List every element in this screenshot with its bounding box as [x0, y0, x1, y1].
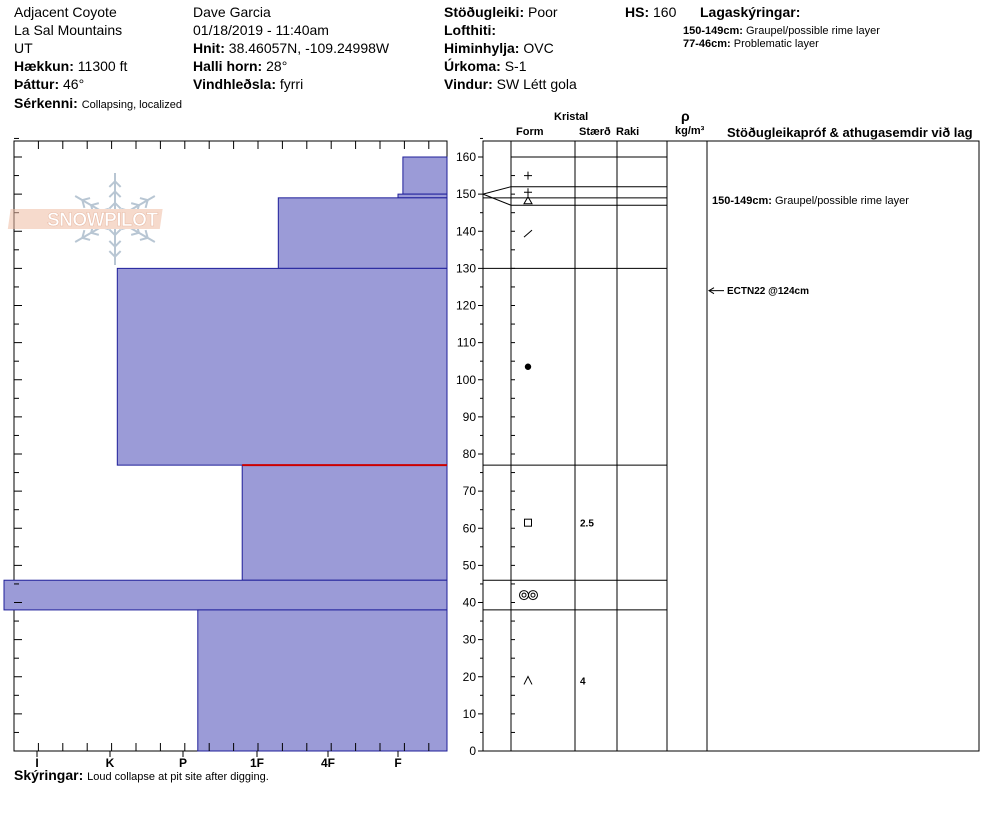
layer-note-range: 77-46cm:	[683, 38, 731, 50]
layer-note-range: 150-149cm:	[683, 25, 743, 37]
layer-notes-label: Lagaskýringar:	[700, 4, 801, 20]
wind-value: SW Létt gola	[496, 76, 577, 92]
location: Adjacent Coyote	[14, 4, 117, 20]
depth-tick-label: 100	[455, 372, 476, 387]
hardness-bar	[198, 610, 447, 751]
state: UT	[14, 40, 33, 56]
depth-tick-label: 90	[462, 409, 476, 424]
moisture-header: Raki	[616, 126, 640, 138]
sky-label: Himinhylja:	[444, 40, 520, 56]
stability-value: Poor	[528, 4, 558, 20]
test-result: ECTN22 @124cm	[727, 286, 810, 297]
rounded-grain-icon	[525, 364, 531, 370]
slope-value: 28°	[266, 58, 288, 74]
faceted-crystal-icon	[525, 519, 532, 526]
depth-tick-label: 20	[462, 669, 476, 684]
hardness-bar	[278, 198, 447, 269]
comment-row	[14, 767, 269, 784]
grain-size-label: 2.5	[580, 518, 594, 530]
layer-connector	[483, 187, 511, 194]
depth-tick-label: 10	[462, 706, 476, 721]
hs-label: HS:	[625, 4, 650, 20]
depth-tick-label: 30	[462, 632, 476, 647]
hs-value: 160	[653, 4, 677, 20]
precip-particle-icon	[524, 172, 532, 180]
hardness-tick-label: F	[394, 756, 402, 770]
crystal-table	[456, 138, 979, 758]
comment-text: Loud collapse at pit site after digging.	[87, 771, 269, 783]
layer-note-text: Problematic layer	[733, 38, 819, 50]
hardness-bar	[398, 194, 447, 198]
hardness-tick-label: I	[35, 756, 39, 770]
hardness-tick-label: 1F	[249, 756, 265, 770]
wind-loading-value: fyrri	[279, 76, 304, 92]
depth-tick-label: 150	[455, 187, 476, 202]
sky-value: OVC	[523, 40, 554, 56]
wind-label: Vindur:	[444, 76, 493, 92]
side-note-text: Graupel/possible rime layer	[775, 195, 909, 207]
size-header: Stærð	[579, 126, 611, 138]
slope-label: Halli horn:	[193, 58, 263, 74]
depth-tick-label: 120	[455, 298, 476, 313]
logo-text: SNOWPILOT	[47, 210, 158, 231]
hardness-bar	[403, 157, 447, 194]
precip-label: Úrkoma:	[444, 58, 501, 74]
wind-loading-label: Vindhleðsla:	[193, 76, 276, 92]
density-symbol: ρ	[681, 108, 690, 124]
density-unit: kg/m³	[675, 125, 705, 137]
depth-tick-label: 80	[462, 447, 476, 461]
hardness-tick-label: 4F	[320, 756, 336, 770]
comment-label: Skýringar:	[14, 767, 84, 783]
air-temp-label: Lofthiti:	[444, 22, 497, 38]
elevation-value: 11300 ft	[77, 58, 128, 74]
hardness-tick-label: K	[105, 756, 115, 770]
datetime: 01/18/2019 - 11:40am	[193, 22, 329, 38]
aspect-label: Þáttur:	[14, 76, 60, 92]
depth-tick-label: 60	[462, 521, 476, 536]
depth-tick-label: 160	[455, 150, 476, 164]
depth-tick-label: 140	[455, 224, 476, 239]
side-note	[712, 195, 909, 208]
depth-tick-label: 0	[469, 744, 476, 758]
side-note-range: 150-149cm:	[712, 195, 772, 207]
coords-label: Hnit:	[193, 40, 225, 56]
stability-label: Stöðugleiki:	[444, 4, 525, 20]
depth-tick-label: 40	[462, 595, 476, 610]
melt-form-icon	[531, 593, 535, 597]
table-frame	[483, 141, 979, 751]
form-header: Form	[516, 126, 544, 138]
hardness-plot	[4, 138, 447, 770]
depth-tick-label: 130	[455, 261, 476, 276]
depth-tick-label: 70	[462, 484, 476, 499]
features-label: Sérkenni:	[14, 95, 78, 111]
melt-form-icon	[529, 591, 538, 600]
hardness-bar	[4, 580, 447, 610]
crystal-header: Kristal	[554, 111, 589, 123]
observer: Dave Garcia	[193, 4, 271, 20]
decomposing-particle-icon	[524, 230, 532, 237]
depth-tick-label: 50	[462, 558, 476, 573]
aspect-value: 46°	[63, 76, 85, 92]
melt-form-icon	[522, 593, 526, 597]
hardness-tick-label: P	[178, 756, 188, 770]
grain-size-label: 4	[580, 676, 586, 688]
melt-form-icon	[520, 591, 529, 600]
rime-icon	[524, 188, 532, 196]
coords-value: 38.46057N, -109.24998W	[228, 40, 390, 56]
layer-connector	[483, 194, 511, 205]
features-value: Collapsing, localized	[81, 99, 182, 111]
precip-value: S-1	[504, 58, 527, 74]
depth-hoar-icon	[524, 676, 532, 684]
elevation-label: Hækkun:	[14, 58, 74, 74]
tests-header: Stöðugleikapróf & athugasemdir við lag	[727, 125, 973, 140]
mountain-range: La Sal Mountains	[14, 22, 123, 38]
hardness-bar	[242, 465, 447, 580]
hardness-bar	[117, 268, 447, 465]
depth-tick-label: 110	[456, 335, 476, 350]
layer-note-text: Graupel/possible rime layer	[746, 25, 880, 37]
